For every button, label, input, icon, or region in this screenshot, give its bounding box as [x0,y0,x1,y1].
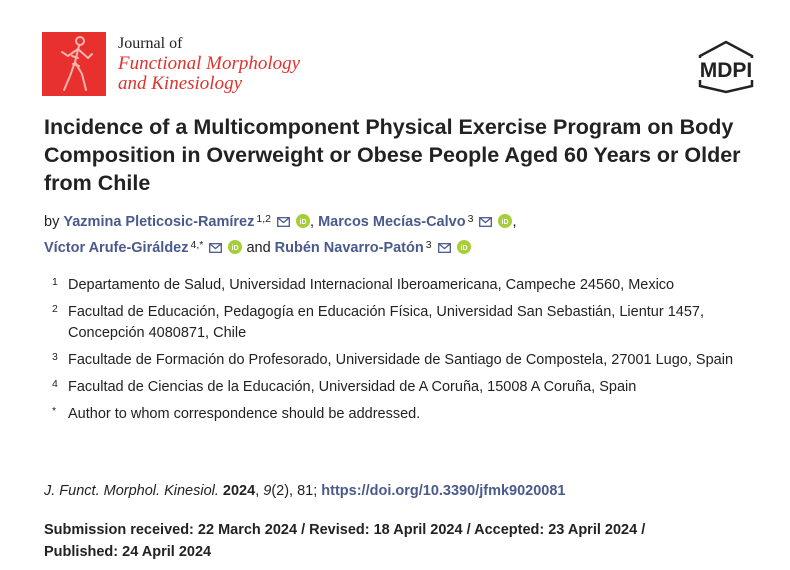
mdpi-logo[interactable] [686,36,766,94]
affiliation-text: Facultad de Educación, Pedagogía en Educación Física, Universidad San Sebastián, Lientur 1457, Concepción 4080871, Chile [68,304,704,341]
orcid-icon[interactable] [296,214,310,228]
mail-icon[interactable] [209,243,222,253]
orcid-icon[interactable] [228,240,242,254]
affiliation-text: Facultade de Formación do Profesorado, Universidade de Santiago de Compostela, 27001 Lugo, Spain [68,352,734,368]
affiliation-number: 4 [52,378,58,390]
citation-volume: 9 [263,483,272,499]
journal-name-line2: and Kinesiology [118,73,243,94]
svg-text:iD: iD [460,245,468,252]
affiliation-item [52,350,752,371]
orcid-icon[interactable] [457,240,471,254]
publisher-name: MDPI [699,59,753,82]
author-affil-sup: 3 [425,239,432,251]
running-figure-icon [42,32,106,96]
author-affil-sup: 3 [467,213,474,225]
journal-logo[interactable] [42,32,106,96]
by-label: by [44,214,60,230]
affiliation-list [52,275,752,431]
affiliation-item [52,404,752,425]
affiliation-item [52,275,752,296]
affiliation-text: Author to whom correspondence should be addressed. [68,406,421,422]
mail-icon[interactable] [479,217,492,227]
publication-dates [44,519,744,563]
affiliation-number: 2 [52,303,58,315]
citation-journal: J. Funct. Morphol. Kinesiol. [44,483,219,499]
article-title: Incidence of a Multicomponent Physical Exercise Program on Body Composition in Overweight or Obese People Aged 60 Years or Older from Chile [44,115,741,195]
author-name[interactable]: Rubén Navarro-Patón [274,240,424,256]
citation-issue: (2), 81; [271,483,318,499]
affiliation-number: 3 [52,351,58,363]
author-name[interactable]: Marcos Mecías-Calvo [318,214,466,230]
affiliation-text: Departamento de Salud, Universidad Internacional Iberoamericana, Campeche 24560, Mexico [68,277,675,293]
author-affil-sup: 1,2 [256,213,271,225]
mail-icon[interactable] [277,217,290,227]
affiliation-number: * [52,405,57,417]
svg-text:iD: iD [231,245,239,252]
affiliation-item [52,302,752,344]
journal-header [42,32,762,96]
author-affil-sup: 4,* [190,239,204,251]
and-label: and [246,240,271,256]
affiliation-item [52,377,752,398]
author-name[interactable]: Yazmina Pleticosic-Ramírez [63,214,255,230]
dates-line1: Submission received: 22 March 2024 / Revised: 18 April 2024 / Accepted: 23 April 2024 / [44,522,646,538]
author-separator: , [310,214,315,230]
mdpi-hexagon-icon [686,36,766,94]
dates-line2: Published: 24 April 2024 [44,544,212,560]
mail-icon[interactable] [438,243,451,253]
journal-prefix: Journal of [118,35,183,52]
author-separator: , [512,214,517,230]
journal-title [118,34,300,94]
author-list [44,208,744,260]
affiliation-text: Facultad de Ciencias de la Educación, Universidad de A Coruña, 15008 A Coruña, Spain [68,379,637,395]
journal-name-line1: Functional Morphology [118,53,301,74]
orcid-icon[interactable] [498,214,512,228]
doi-link[interactable]: https://doi.org/10.3390/jfmk9020081 [321,483,566,499]
affiliation-number: 1 [52,276,58,288]
svg-text:iD: iD [299,219,307,226]
citation-year: 2024 [222,483,256,499]
citation-line [44,483,565,499]
author-name[interactable]: Víctor Arufe-Giráldez [44,240,189,256]
svg-text:iD: iD [501,219,509,226]
citation-sep: , [255,483,264,499]
